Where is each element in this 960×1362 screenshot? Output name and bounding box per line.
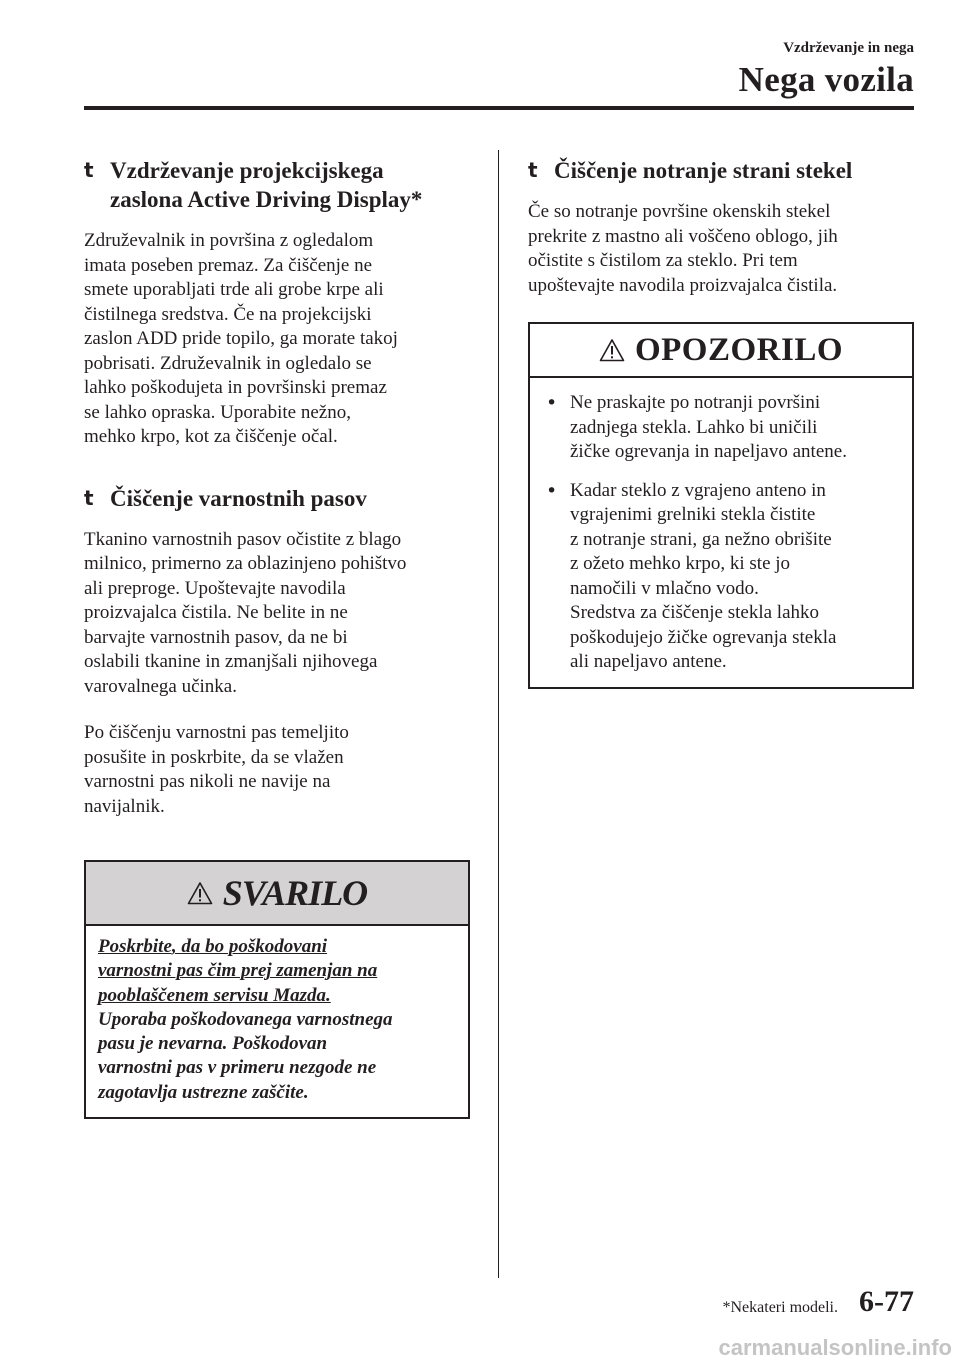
footnote: *Nekateri modeli. <box>722 1299 838 1316</box>
section-label: Vzdrževanje in nega <box>783 40 914 56</box>
svarilo-body <box>86 926 468 1117</box>
list-item <box>544 391 900 465</box>
opozorilo-body <box>530 378 912 687</box>
section-bullet: t <box>528 158 538 182</box>
section-bullet: t <box>84 485 94 510</box>
section-heading-text: Čiščenje varnostnih pasov <box>110 485 367 511</box>
page-number: 6-77 <box>859 1285 914 1318</box>
seat-belts-paragraph-1: Tkanino varnostnih pasov očistite z blago milnico, primerno za oblazinjeno pohištvo ali preproge. Upoštevajte navodila proizvajalca čistila. Ne belite in ne barvajte varnostnih pasov, da ne bi oslabili tkanine in zmanjšali njihovega varovalnega učinka. <box>84 528 407 697</box>
header-rule <box>84 106 914 110</box>
warning-triangle-icon <box>187 881 213 905</box>
section-bullet: t <box>84 158 94 182</box>
bullet-dot: • <box>546 479 558 502</box>
windows-paragraph: Če so notranje površine okenskih stekel prekrite z mastno ali voščeno oblogo, jih očistite s čistilom za steklo. Pri tem upoštevajte navodila proizvajalca čistila. <box>528 201 838 296</box>
left-column <box>84 156 470 1119</box>
warning-triangle-icon <box>599 338 625 362</box>
opozorilo-title: OPOZORILO <box>634 331 844 368</box>
watermark-url: carmanualsonline.info <box>718 1335 952 1360</box>
list-item-text: Kadar steklo z vgrajeno anteno in vgrajenimi grelniki stekla čistite z notranje strani, ga nežno obrišite z ožeto mehko krpo, ki ste jo namočili v mlačno vodo. Sredstva za čiščenje stekla lahko poškodujejo žičke ogrevanja stekla ali napeljavo antene. <box>570 479 837 672</box>
svarilo-underlined-text: Poskrbite, da bo poškodovani varnostni pas čim prej zamenjan na pooblaščenem servisu Mazda. <box>98 936 378 1006</box>
add-display-paragraph: Združevalnik in površina z ogledalom imata poseben premaz. Za čiščenje ne smete uporabljati trde ali grobe krpe ali čistilnega sredstva. Če na projekcijski zaslon ADD pride topilo, ga morate takoj pobrisati. Združevalnik in ogledalo se lahko poškodujeta in površinski premaz se lahko opraska. Uporabite nežno, mehko krpo, kot za čiščenje očal. <box>84 230 398 447</box>
section-heading-text: Vzdrževanje projekcijskega zaslona Active Driving Display* <box>110 158 423 212</box>
svarilo-warning-box <box>84 860 470 1119</box>
section-heading-seat-belts <box>84 484 470 513</box>
list-item <box>544 479 900 675</box>
section-heading-windows <box>528 156 914 185</box>
section-heading-add-display <box>84 156 470 214</box>
svarilo-title: SVARILO <box>222 873 368 913</box>
svarilo-header <box>86 862 468 926</box>
section-heading-text: Čiščenje notranje strani stekel <box>554 158 853 183</box>
seat-belts-paragraph-2: Po čiščenju varnostni pas temeljito posušite in poskrbite, da se vlažen varnostni pas nikoli ne navije na navijalnik. <box>84 722 349 817</box>
list-item-text: Ne praskajte po notranji površini zadnjega stekla. Lahko bi uničili žičke ogrevanja in napeljavo antene. <box>570 392 847 462</box>
column-divider <box>498 150 499 1278</box>
opozorilo-header <box>530 324 912 378</box>
opozorilo-caution-box <box>528 322 914 689</box>
right-column <box>528 156 914 689</box>
page-title: Nega vozila <box>738 60 914 99</box>
bullet-dot: • <box>546 392 558 414</box>
svarilo-text: Uporaba poškodovanega varnostnega pasu je nevarna. Poškodovan varnostni pas v primeru nezgode ne zagotavlja ustrezne zaščite. <box>98 1008 393 1103</box>
